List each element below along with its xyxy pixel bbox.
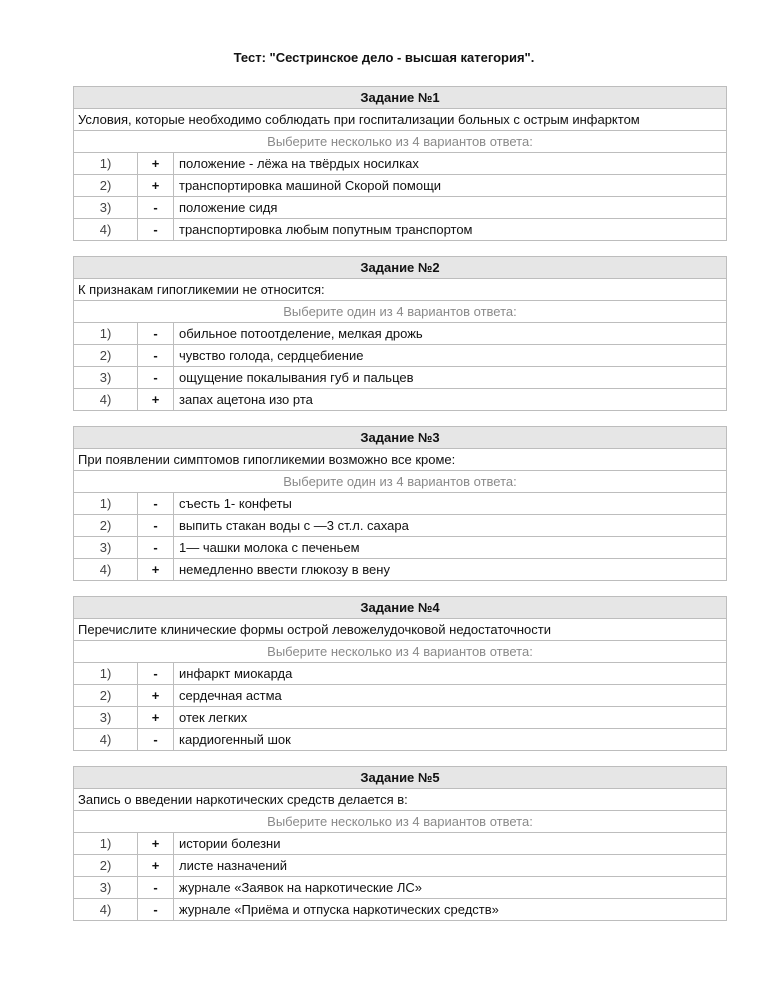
task-instruction: Выберите несколько из 4 вариантов ответа: bbox=[74, 641, 726, 663]
answer-row bbox=[74, 877, 726, 899]
task-block-3 bbox=[73, 426, 727, 581]
task-instruction: Выберите один из 4 вариантов ответа: bbox=[74, 301, 726, 323]
answer-mark: + bbox=[138, 833, 174, 854]
answer-text: кардиогенный шок bbox=[179, 732, 291, 747]
task-instruction: Выберите несколько из 4 вариантов ответа: bbox=[74, 131, 726, 153]
answer-number: 3) bbox=[74, 367, 138, 388]
answer-number: 3) bbox=[74, 707, 138, 728]
answer-number: 2) bbox=[74, 685, 138, 706]
answer-mark: - bbox=[138, 345, 174, 366]
answer-number: 4) bbox=[74, 219, 138, 240]
answer-number: 3) bbox=[74, 197, 138, 218]
task-block-5 bbox=[73, 766, 727, 921]
answer-mark: - bbox=[138, 493, 174, 514]
answer-number: 2) bbox=[74, 345, 138, 366]
answer-mark: + bbox=[138, 855, 174, 876]
answer-text: листе назначений bbox=[179, 858, 288, 873]
answer-row bbox=[74, 833, 726, 855]
answer-row bbox=[74, 515, 726, 537]
answer-row bbox=[74, 493, 726, 515]
answer-number: 4) bbox=[74, 559, 138, 580]
answer-number: 2) bbox=[74, 855, 138, 876]
answer-mark: + bbox=[138, 389, 174, 410]
task-header: Задание №4 bbox=[74, 597, 726, 619]
answer-mark: - bbox=[138, 367, 174, 388]
answer-row bbox=[74, 855, 726, 877]
answer-text: выпить стакан воды с —3 ст.л. сахара bbox=[179, 518, 409, 533]
task-question: Запись о введении наркотических средств делается в: bbox=[74, 789, 726, 811]
answer-row bbox=[74, 345, 726, 367]
answer-row bbox=[74, 153, 726, 175]
answer-number: 3) bbox=[74, 877, 138, 898]
answer-mark: - bbox=[138, 515, 174, 536]
answer-text: съесть 1- конфеты bbox=[179, 496, 292, 511]
answer-text: отек легких bbox=[179, 710, 248, 725]
answer-number: 1) bbox=[74, 153, 138, 174]
answer-row bbox=[74, 729, 726, 751]
answer-number: 4) bbox=[74, 729, 138, 750]
task-header: Задание №3 bbox=[74, 427, 726, 449]
answer-text: обильное потоотделение, мелкая дрожь bbox=[179, 326, 423, 341]
answer-row bbox=[74, 367, 726, 389]
answer-text: ощущение покалывания губ и пальцев bbox=[179, 370, 414, 385]
answer-mark: + bbox=[138, 685, 174, 706]
answer-number: 1) bbox=[74, 833, 138, 854]
answer-row bbox=[74, 389, 726, 411]
task-question: При появлении симптомов гипогликемии возможно все кроме: bbox=[74, 449, 726, 471]
answer-mark: - bbox=[138, 219, 174, 240]
task-header: Задание №5 bbox=[74, 767, 726, 789]
answer-mark: + bbox=[138, 175, 174, 196]
answer-text: журнале «Заявок на наркотические ЛС» bbox=[179, 880, 423, 895]
answer-row bbox=[74, 175, 726, 197]
task-question: Условия, которые необходимо соблюдать при госпитализации больных с острым инфарктом bbox=[74, 109, 726, 131]
answer-text: истории болезни bbox=[179, 836, 281, 851]
answer-text: положение - лёжа на твёрдых носилках bbox=[179, 156, 419, 171]
answer-row bbox=[74, 707, 726, 729]
answer-row bbox=[74, 537, 726, 559]
answer-number: 2) bbox=[74, 515, 138, 536]
answer-text: транспортировка машиной Скорой помощи bbox=[179, 178, 442, 193]
answer-mark: + bbox=[138, 153, 174, 174]
answer-text: сердечная астма bbox=[179, 688, 282, 703]
answer-text: положение сидя bbox=[179, 200, 278, 215]
answer-text: чувство голода, сердцебиение bbox=[179, 348, 364, 363]
answer-mark: - bbox=[138, 323, 174, 344]
answer-row bbox=[74, 685, 726, 707]
answer-text: инфаркт миокарда bbox=[179, 666, 293, 681]
answer-text: запах ацетона изо рта bbox=[179, 392, 313, 407]
answer-row bbox=[74, 219, 726, 241]
answer-mark: - bbox=[138, 877, 174, 898]
task-question: Перечислите клинические формы острой левожелудочковой недостаточности bbox=[74, 619, 726, 641]
task-instruction: Выберите один из 4 вариантов ответа: bbox=[74, 471, 726, 493]
answer-mark: - bbox=[138, 537, 174, 558]
answer-number: 4) bbox=[74, 899, 138, 920]
task-block-1 bbox=[73, 86, 727, 241]
answer-number: 1) bbox=[74, 663, 138, 684]
task-instruction: Выберите несколько из 4 вариантов ответа: bbox=[74, 811, 726, 833]
answer-mark: + bbox=[138, 559, 174, 580]
answer-number: 4) bbox=[74, 389, 138, 410]
answer-row bbox=[74, 899, 726, 921]
answer-row bbox=[74, 559, 726, 581]
answer-text: немедленно ввести глюкозу в вену bbox=[179, 562, 390, 577]
document-title: Тест: "Сестринское дело - высшая категория". bbox=[233, 50, 535, 65]
task-block-4 bbox=[73, 596, 727, 751]
answer-text: 1— чашки молока с печеньем bbox=[179, 540, 360, 555]
answer-number: 3) bbox=[74, 537, 138, 558]
answer-text: журнале «Приёма и отпуска наркотических средств» bbox=[179, 902, 499, 917]
answer-mark: - bbox=[138, 663, 174, 684]
task-question: К признакам гипогликемии не относится: bbox=[74, 279, 726, 301]
answer-mark: - bbox=[138, 729, 174, 750]
answer-row bbox=[74, 663, 726, 685]
answer-number: 1) bbox=[74, 323, 138, 344]
task-header: Задание №2 bbox=[74, 257, 726, 279]
answer-mark: + bbox=[138, 707, 174, 728]
answer-mark: - bbox=[138, 197, 174, 218]
answer-text: транспортировка любым попутным транспортом bbox=[179, 222, 473, 237]
answer-number: 1) bbox=[74, 493, 138, 514]
answer-row bbox=[74, 197, 726, 219]
answer-row bbox=[74, 323, 726, 345]
answer-mark: - bbox=[138, 899, 174, 920]
answer-number: 2) bbox=[74, 175, 138, 196]
task-header: Задание №1 bbox=[74, 87, 726, 109]
task-block-2 bbox=[73, 256, 727, 411]
